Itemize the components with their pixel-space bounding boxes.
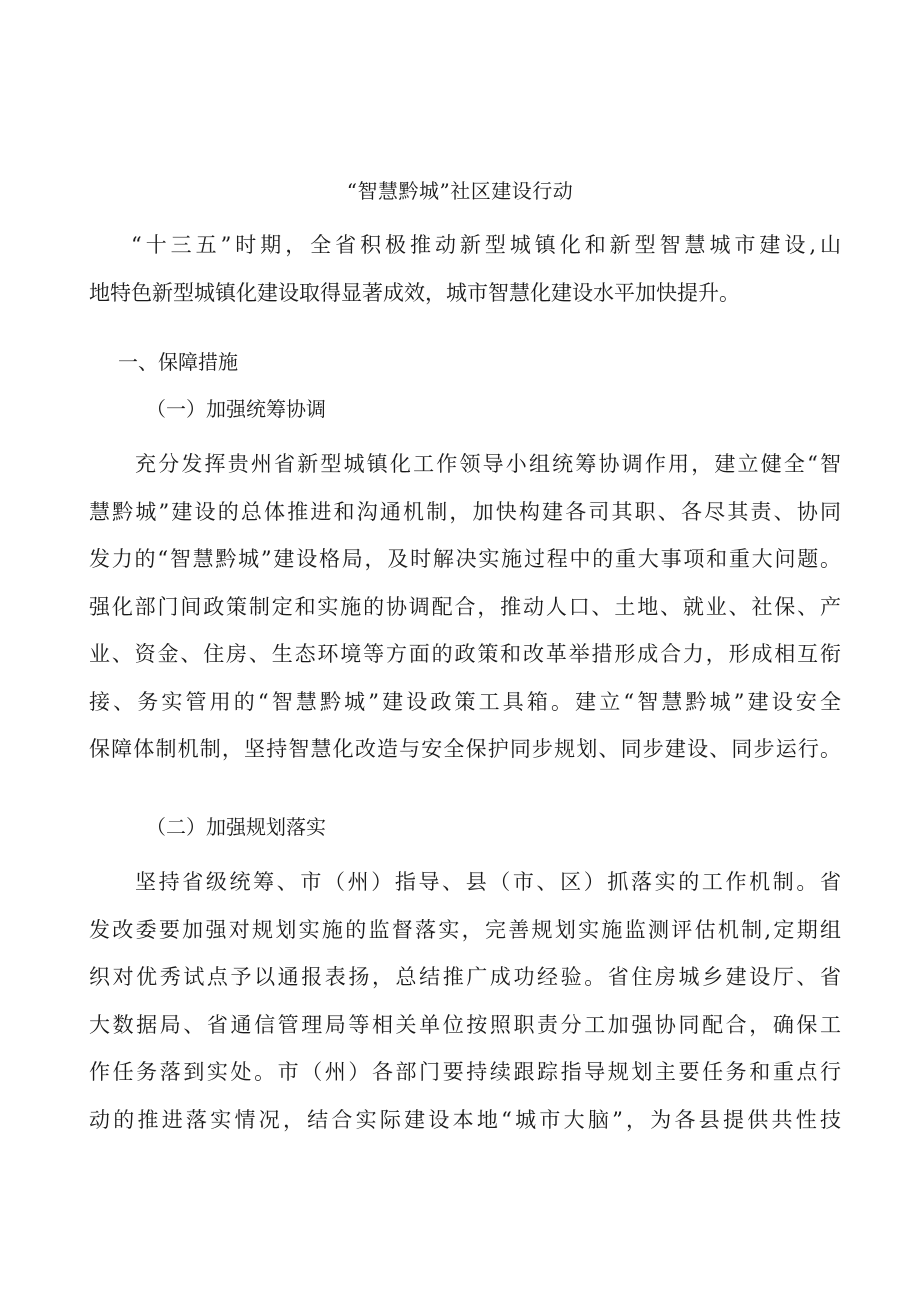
paragraph-line: 动的推进落实情况，结合实际建设本地“城市大脑”，为各县提供共性技 bbox=[89, 1107, 841, 1132]
subsection-heading: （一）加强统筹协调 bbox=[146, 397, 326, 421]
paragraph-line: 作任务落到实处。市（州）各部门要持续跟踪指导规划主要任务和重点行 bbox=[89, 1060, 841, 1084]
paragraph-line: 业、资金、住房、生态环境等方面的政策和改革举措形成合力，形成相互衔 bbox=[89, 642, 841, 666]
subsection-2-paragraph bbox=[89, 859, 841, 1144]
paragraph-line: 织对优秀试点予以通报表扬，总结推广成功经验。省住房城乡建设厅、省 bbox=[89, 965, 841, 989]
subsection-1-paragraph bbox=[89, 441, 841, 774]
paragraph-line: 慧黔城”建设的总体推进和沟通机制，加快构建各司其职、各尽其责、协同 bbox=[89, 499, 841, 524]
subsection-heading: （二）加强规划落实 bbox=[146, 815, 326, 839]
paragraph-line: 地特色新型城镇化建设取得显著成效，城市智慧化建设水平加快提升。 bbox=[89, 280, 740, 305]
paragraph-line: 发力的“智慧黔城”建设格局，及时解决实施过程中的重大事项和重大问题。 bbox=[89, 547, 841, 571]
paragraph-line: 保障体制机制，坚持智慧化改造与安全保护同步规划、同步建设、同步运行。 bbox=[89, 737, 841, 761]
paragraph-line: 充分发挥贵州省新型城镇化工作领导小组统筹协调作用，建立健全“智 bbox=[135, 452, 841, 476]
paragraph-line: 大数据局、省通信管理局等相关单位按照职责分工加强协同配合，确保工 bbox=[89, 1012, 841, 1037]
section-heading: 一、保障措施 bbox=[118, 350, 238, 374]
document-title: “智慧黔城”社区建设行动 bbox=[346, 179, 574, 203]
paragraph-line: 坚持省级统筹、市（州）指导、县（市、区）抓落实的工作机制。省 bbox=[135, 870, 841, 894]
intro-paragraph bbox=[89, 222, 841, 317]
paragraph-line: 接、务实管用的“智慧黔城”建设政策工具箱。建立“智慧黔城”建设安全 bbox=[89, 689, 841, 714]
paragraph-line: “十三五”时期，全省积极推动新型城镇化和新型智慧城市建设,山 bbox=[131, 233, 841, 257]
paragraph-line: 发改委要加强对规划实施的监督落实，完善规划实施监测评估机制,定期组 bbox=[89, 917, 841, 942]
paragraph-line: 强化部门间政策制定和实施的协调配合，推动人口、土地、就业、社保、产 bbox=[89, 594, 841, 619]
